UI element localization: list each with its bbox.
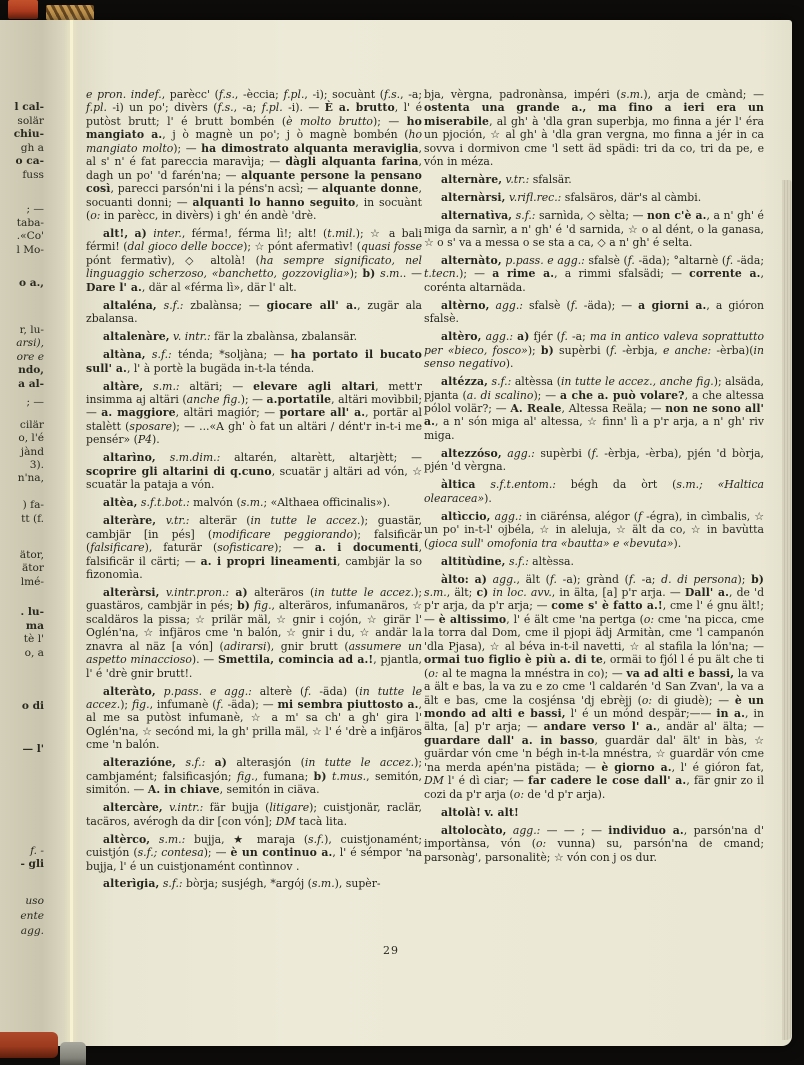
gutter-text-fragment: jànd (20, 446, 44, 458)
entry-alternrsi: alternàrsi, v.rifl.rec.: sfalsäros, där's al càmbi. (441, 191, 702, 205)
gutter-text-fragment: fuss (22, 169, 44, 181)
gutter-text-fragment: lmé- (20, 576, 44, 588)
gutter-text-fragment: — l' (22, 743, 44, 755)
gutter-text-fragment: arsi), (16, 337, 44, 349)
gutter-text-fragment: agg. (20, 925, 44, 937)
entry-alterre: alteràre, v.tr.: alterär (in tutte le accez.); guastär, cambjär [in pés] (modificare peggiorando); falsificär (falsificare), faturär (sofisticare); — a. i documenti, falsificär il cärti; — a. i propri lineamenti, cambjär la so fizonomìa. (86, 514, 423, 581)
entry-continuation: bja, vèrgna, padronànsa, impéri (s.m.), arja de cmànd; — ostenta una grande a., ma fino a ieri era un miserabile, al gh' à 'dla gran superbja, mo finna a jér l' éra un pjoción, ☆ al gh' à 'dla gran vergna, mo finna a jér in ca sovva i dormivon cme 'l sett äd spädi: tri da co, tri da pe, e vón in méza. (424, 88, 765, 169)
entry-alternre: alternàre, v.tr.: sfalsär. (441, 173, 572, 187)
gutter-text-fragment: ätor, (19, 549, 44, 561)
entry-altalna: altaléna, s.f.: zbalànsa; — giocare all' a., zugär ala zbalansa. (86, 298, 422, 326)
entry-altccio: altìccio, agg.: in ciärénsa, alégor (f -égra), in cìmbalis, ☆ un po' in-t-l' ojbéla, ☆ in aleluja, ☆ ält da co, ☆ in bavùtta (gioca sull' omofonia tra «bautta» e «bevuta»). (424, 509, 764, 550)
gutter-text-fragment: o, l'é (18, 432, 44, 444)
book-cover-corner (0, 1032, 58, 1058)
entry-alternatva: alternatìva, s.f.: sarnìda, ◇ sèlta; — non c'è a., a n' gh' é miga da sarnìr, a n' gh' é 'd sarnida, ☆ o al dént, o la ganasa, ☆ o s' va a messa o se sta a ca, ◇ a n' gh' é selta. (424, 209, 764, 250)
gutter-text-fragment: gh a (20, 142, 44, 154)
entry-altarno: altarìno, s.m.dim.: altarén, altarètt, altarjètt; — scoprire gli altarini di q.cuno, scuatär j altäri ad vón, ☆ scuatär la pataja a vón. (86, 451, 422, 492)
gutter-text-fragment: o a., (19, 277, 44, 289)
entry-altitdine: altitùdine, s.f.: altèssa. (441, 554, 574, 568)
gutter-text-fragment: ndo, (18, 364, 44, 376)
entry-continuation: e pron. indef., parècc' (f.s., -èccia; f.pl., -i); socuànt (f.s., -a; f.pl. -i) un po'; divèrs (f.s., -a; f.pl. -i). — È a. brutto, l' é putòst brutt; l' é brutt bombén (è molto brutto); — ho mangiato a., j ò magnè un po'; j ò magnè bombén (ho mangiato molto); — ha dimostrato alquanta meraviglia, al s' n' é fat pareccia maravìja; — dàgli alquanta farina, dagh un po' 'd farén'na; — alquante persone la pensano così, parecci parsón'ni i la péns'n acsì; — alquante donne, socuanti donni; — alquanti lo hanno seguito, in socuànt (o: in parècc, in divèrs) i gh' én andè 'drè. (86, 88, 422, 223)
gutter-text-fragment: o, a (24, 647, 44, 659)
gutter-text-fragment: - gli (20, 858, 44, 870)
gutter-text-fragment: 3). (29, 459, 44, 471)
gutter-text-fragment: uso (25, 895, 44, 907)
entry-altro: altèro, agg.: a) fjér (f. -a; ma in antico valeva soprattutto per «bieco, fosco»); b) supèrbi (f. -èrbja, e anche: -èrba)(in senso negativo). (424, 330, 764, 371)
gutter-text-fragment: chiu- (13, 128, 44, 140)
entry-altrco: altèrco, s.m.: bujja, ★ maraja (s.f.), cuistjonamént; cuistjón (s.f.; contesa); — è un continuo a., l' é sémpor 'na bujja, l' é un cuistjonamént contìnnov . (86, 832, 423, 873)
gutter-text-fragment: ätor (21, 562, 44, 574)
red-spine-fragment (8, 0, 38, 19)
gutter-text-fragment: . lu- (20, 606, 44, 618)
gray-strap-object (60, 1042, 86, 1065)
gutter-text-fragment: ; — (26, 203, 44, 215)
entry-altercre: altercàre, v.intr.: fär bujja (litigare); cuistjonär, raclär, tacäros, avérogh da dir [con vón]; DM tacà lita. (86, 801, 422, 828)
gutter-fold-highlight (70, 20, 73, 1046)
entry-alterrsi: alteràrsi, v.intr.pron.: a) alteräros (in tutte le accez.); guastäros, cambjär in pés; b) fig., alteräros, infumanäros, ☆ scaldäros la pissa; ☆ prilär mäl, ☆ gnir i cojón, ☆ girär l' Oglén'na, ☆ infjäros cme 'n balón, ☆ gnir i du, ☆ andär la znavra al näz [a vón] (adirarsi), gnir brutt (assumere un aspetto minaccioso). — Smettila, comincia ad a.!, pjantla, l' é 'drè gnir brutt!. (86, 585, 423, 680)
gutter-text-fragment: ; — (26, 396, 44, 408)
gutter-text-fragment: solär (17, 115, 44, 127)
entry-altzza: altézza, s.f.: altèssa (in tutte le accez., anche fig.); alsäda, pjanta (a. di scalino); — a che a. può volare?, a che altessa pólol volär?; — A. Reale, Altessa Reäla; — non ne sono all' a., a n' són miga al' altessa, ☆ finn' lì a p'r arja, a n' gh' riv miga. (424, 375, 764, 442)
entry-altezzso: altezzóso, agg.: supèrbi (f. -èrbja, -èrba), pjén 'd bòrja, pjén 'd vèrgna. (424, 446, 764, 474)
entry-altol: altolà! v. alt! (441, 805, 519, 819)
entry-ltica: àltica s.f.t.entom.: bégh da òrt (s.m.; «Haltica olearacea»). (424, 478, 764, 505)
gutter-text-fragment: ente (20, 910, 44, 922)
page-stack-edge (782, 180, 792, 1040)
entry-alt: alt!, a) inter., férma!, férma lì!; alt! (t.mil.); ☆ a bali férmi! (dal gioco delle bocce); ☆ pónt afermatìv! (quasi fosse pónt fermatìv), ◇ altolà! (ha sempre significato, nel linguaggio scherzoso, «banchetto, gozzoviglia»); b) s.m.. — Dare l' a., där al «férma lì», där l' alt. (86, 227, 422, 294)
gutter-text-fragment: r, lu- (19, 324, 44, 336)
entry-alterto: alteràto, p.pass. e agg.: alterè (f. -äda) (in tutte le accez.); fig., infumanè (f. -äda); — mi sembra piuttosto a., al me sa putòst infumanè, ☆ a m' sa ch' a gh' gira l' Oglén'na, ☆ secónd mi, la gh' prilla mäl, ☆ l' é 'drè a infjäros cme 'n balón. (86, 684, 423, 752)
entry-alta: altèa, s.f.t.bot.: malvón (s.m.; «Althaea officinalis»). (103, 496, 391, 510)
gutter-text-fragment: .«Co' (16, 230, 44, 242)
entry-altrno: altèrno, agg.: sfalsè (f. -äda); — a giorni a., a gióron sfalsè. (424, 298, 764, 326)
page-number: 29 (383, 944, 399, 957)
gutter-text-fragment: n'na, (17, 472, 44, 484)
gutter-text-fragment: ore e (16, 351, 44, 363)
gutter-text-fragment: tè l' (23, 633, 44, 645)
entry-lto: àlto: a) agg., ält (f. -a); grànd (f. -a; d. di persona); b) s.m., ält; c) in loc. avv., in älta, [a] p'r arja. — Dall' a., de 'd p'r arja, da p'r arja; — come s' è fatto a.!, cme l' é gnu ält!; — è altissimo, l' é ält cme 'na pertga (o: cme 'na picca, cme la torra dal Dom, cme il pjopi ädj Armitàn, cme 'l campanón 'dla Pjasa), ☆ al béva in-t-il navetti, ☆ al stafila la lón'na; — ormai tuo figlio è più a. di te, ormäi to fjól l é pu ält che ti (o: al te magna la mnéstra in co); — va ad alti e bassi, la va a ält e bas, la va zu e zo cme 'l caldarén 'd San Zvan', la va a ält e bas, cme la cosjénsa 'dj ebrèjj (o: di giudè); — è un mondo ad alti e bassi, l' é un mónd despär;—— in a., in älta, [a] p'r arja; — andare verso l' a., andär al' älta; — guardare dall' a. in basso, guardär dal' ält' in bàs, ☆ guärdar vón cme 'n bégh in-t-la mnéstra, ☆ guardär vón cme 'na merda apén'na pistäda; — è giorno a., l' é gióron fat, DM l' é dì ciar; — far cadere le cose dall' a., fär gnir zo il cozi da p'r arja (o: de 'd p'r arja). (424, 572, 765, 801)
entry-altergia: alterìgia, s.f.: bòrja; susjégh, *argój (s.m.), supèr- (103, 877, 381, 891)
dictionary-column-right (424, 88, 764, 864)
gutter-text-fragment: o ca- (15, 155, 44, 167)
gutter-text-fragment: taba- (16, 217, 44, 229)
gutter-text-fragment: f. - (30, 845, 44, 857)
gutter-text-fragment: l Mo- (16, 244, 44, 256)
entry-alterazine: alterazióne, s.f.: a) alterasjón (in tutte le accez.); cambjamént; falsificasjón; fig., fumana; b) t.mus., semitón, simitón. — A. in chiave, semitón in ciäva. (86, 756, 422, 797)
gutter-text-fragment: l cal- (14, 101, 44, 113)
entry-altolocto: altolocàto, agg.: — — ; — individuo a., parsón'na d' importànsa, vón (o: vunna) su, parsón'na de cmand; parsonàg', parsonalitè; ☆ vón con j os dur. (424, 823, 765, 864)
entry-alternto: alternàto, p.pass. e agg.: sfalsè (f. -äda); °altarnè (f. -äda; t.tecn.); — a rime a., a rimmi sfalsädi; — corrente a., corénta altarnäda. (424, 253, 764, 294)
gutter-text-fragment: ) fa- (22, 499, 44, 511)
entry-altna: altàna, s.f.: ténda; *soljàna; — ha portato il bucato sull' a., l' à portè la bugäda in-t-la ténda. (86, 348, 422, 375)
striped-bookmark-object (46, 5, 94, 20)
gutter-text-fragment: tt (f. (21, 513, 44, 525)
gutter-text-fragment: a al- (18, 378, 44, 390)
gutter-text-fragment: ma (25, 620, 44, 632)
entry-altalenre: altalenàre, v. intr.: fär la zbalànsa, zbalansär. (103, 330, 358, 344)
gutter-text-fragment: cilär (19, 419, 44, 431)
gutter-text-fragment: o di (21, 700, 44, 712)
dictionary-column-left (86, 88, 422, 891)
entry-altre: altàre, s.m.: altäri; — elevare agli altari, mett'r insimma aj altäri (anche fig.); — a.portatile, altäri movìbbil; — a. maggiore, altäri magiór; — portare all' a., portär al stalètt (sposare); — ...«A gh' ò fat un altäri / dént'r in-t-i me pensér» (P4). (86, 379, 423, 447)
